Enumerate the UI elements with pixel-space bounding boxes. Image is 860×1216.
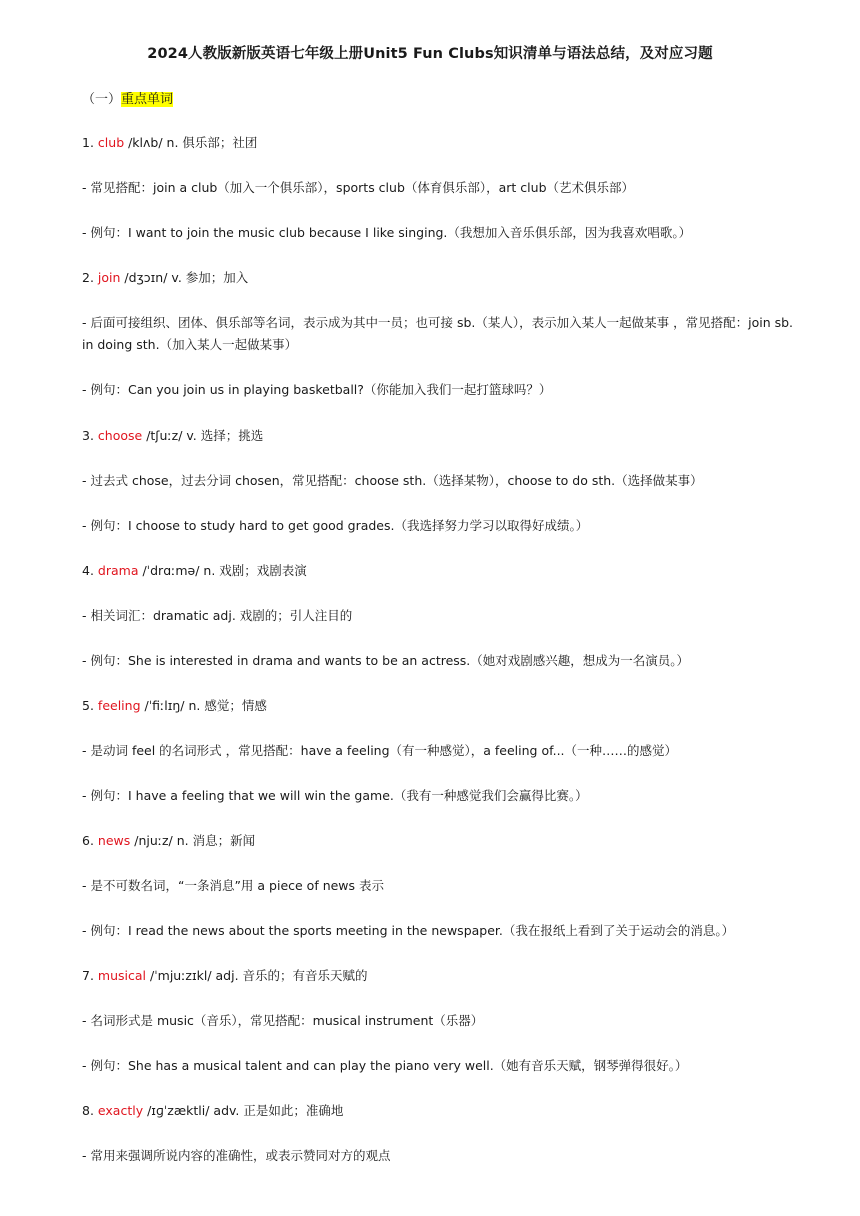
entry-number: 1. [82,135,94,150]
vocab-usage: - 过去式 chose，过去分词 chosen，常见搭配：choose sth.（选择某物），choose to do sth.（选择做某事） [82,473,703,488]
vocab-headword-line [82,1100,802,1122]
vocab-usage: - 后面可接组织、团体、俱乐部等名词，表示成为其中一员；也可接 sb.（某人），表示加入某人一起做某事 ，常见搭配：join sb. in doing sth.（加入某人一起做某事） [82,315,794,352]
vocab-word: musical [97,968,147,983]
entry-number: 8. [82,1103,94,1118]
vocab-usage: - 是动词 feel 的名词形式 ，常见搭配：have a feeling（有一种感觉），a feeling of...（一种……的感觉） [82,743,678,758]
entry-number: 2. [82,270,94,285]
vocab-word: drama [97,563,139,578]
vocab-word: join [97,270,121,285]
vocab-definition: /ˈdrɑːmə/ n. 戏剧；戏剧表演 [138,563,307,578]
vocab-headword-line [82,425,802,447]
vocab-word: news [97,833,131,848]
entry-number: 3. [82,428,94,443]
vocab-example: - 例句：She has a musical talent and can play the piano very well.（她有音乐天赋，钢琴弹得很好。） [82,1058,688,1073]
vocab-headword-line [82,560,802,582]
vocab-usage: - 常见搭配：join a club（加入一个俱乐部），sports club（体育俱乐部），art club（艺术俱乐部） [82,180,635,195]
vocab-example: - 例句：I read the news about the sports meeting in the newspaper.（我在报纸上看到了关于运动会的消息。） [82,923,735,938]
entry-number: 6. [82,833,94,848]
section-label-highlighted: 重点单词 [121,92,174,107]
vocab-definition: /ˈmjuːzɪkl/ adj. 音乐的；有音乐天赋的 [146,968,368,983]
entry-number: 4. [82,563,94,578]
vocab-example: - 例句：I choose to study hard to get good grades.（我选择努力学习以取得好成绩。） [82,518,589,533]
vocab-definition: /tʃuːz/ v. 选择；挑选 [142,428,264,443]
vocab-headword-line [82,830,802,852]
section-heading [82,88,173,107]
vocab-headword-line [82,132,802,154]
vocab-definition: /ˈfiːlɪŋ/ n. 感觉；情感 [140,698,267,713]
vocab-definition: /klʌb/ n. 俱乐部；社团 [124,135,258,150]
vocab-example: - 例句：I have a feeling that we will win the game.（我有一种感觉我们会赢得比赛。） [82,788,588,803]
vocab-word: club [97,135,125,150]
vocab-word: exactly [97,1103,144,1118]
vocab-word: feeling [97,698,141,713]
vocab-usage: - 相关词汇：dramatic adj. 戏剧的；引人注目的 [82,608,353,623]
document-title: 2024人教版新版英语七年级上册Unit5 Fun Clubs知识清单与语法总结，及对应习题 [147,46,713,62]
vocab-usage: - 名词形式是 music（音乐），常见搭配：musical instrument（乐器） [82,1013,484,1028]
vocab-example: - 例句：I want to join the music club because I like singing.（我想加入音乐俱乐部，因为我喜欢唱歌。） [82,225,692,240]
vocab-headword-line [82,267,802,289]
vocab-definition: /ɪɡˈzæktli/ adv. 正是如此；准确地 [143,1103,344,1118]
vocab-headword-line [82,695,802,717]
vocab-word: choose [97,428,143,443]
vocab-example: - 例句：She is interested in drama and wants to be an actress.（她对戏剧感兴趣，想成为一名演员。） [82,653,690,668]
section-prefix: （一） [82,92,122,107]
vocab-usage: - 常用来强调所说内容的准确性，或表示赞同对方的观点 [82,1148,391,1163]
vocab-definition: /dʒɔɪn/ v. 参加；加入 [120,270,249,285]
vocab-example: - 例句：Can you join us in playing basketball?（你能加入我们一起打篮球吗？） [82,382,552,397]
vocab-headword-line [82,965,802,987]
vocab-definition: /njuːz/ n. 消息；新闻 [130,833,256,848]
entry-number: 7. [82,968,94,983]
entry-number: 5. [82,698,94,713]
vocab-usage: - 是不可数名词，“一条消息”用 a piece of news 表示 [82,878,385,893]
